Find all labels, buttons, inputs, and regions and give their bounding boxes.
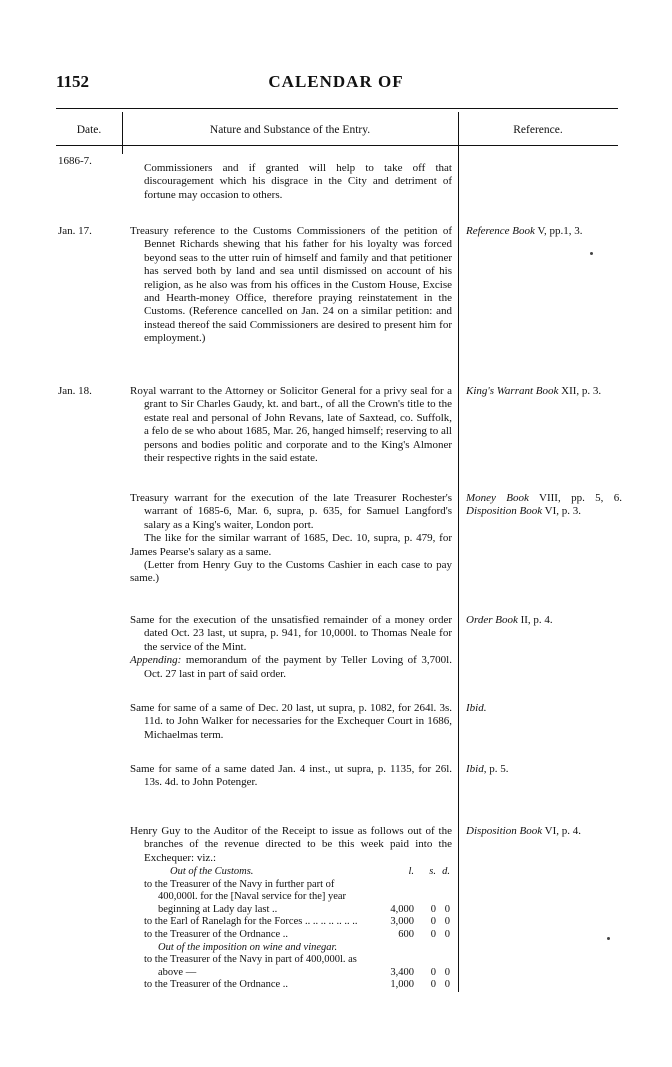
entry-reference: Reference Book V, pp.1, 3. — [466, 225, 583, 237]
entry-text: Same for same of a same of Dec. 20 last, ut supra, p. 1082, for 264l. 3s. 11d. to John Walker for necessaries for the Exchequer Court in 1686, Michaelmas term. — [130, 702, 452, 741]
stray-mark — [590, 252, 593, 255]
pounds-heading: l. — [408, 866, 414, 877]
reference-column-heading: Reference. — [513, 124, 563, 136]
entry-text: Same for same of a same dated Jan. 4 inst., ut supra, p. 1135, for 26l. 13s. 4d. to John Potenger. — [130, 763, 452, 789]
entry-text: Royal warrant to the Attorney or Solicitor General for a privy seal for a grant to Sir Charles Gaudy, kt. and bart., of all the Crown's title to the estate real and personal of John Revans, late of Saxtead, co. Suffolk, a felo de se who about 1685, Mar. 26, hanged himself; reserving to all persons and bodies politic and corporate and to the King's Almoner their respective rights in the said estate. — [130, 385, 452, 465]
top-rule — [56, 108, 618, 109]
entry-date: Jan. 17. — [58, 225, 92, 237]
entry-text: Treasury warrant for the execution of the late Treasurer Rochester's warrant of 1685-6, Mar. 6, supra, p. 635, for Samuel Langford's salary as a King's waiter, London port. The like for the similar warrant of 1685, Dec. 10, supra, p. 479, for James Pearse's salary as a same. (Letter from Henry Guy to the Customs Cashier in each case to pay same.) — [130, 492, 452, 585]
year-label: 1686-7. — [58, 155, 92, 167]
shillings-heading: s. — [429, 866, 436, 877]
entry-date: Jan. 18. — [58, 385, 92, 397]
ledger-row: to the Treasurer of the Ordnance .. 1,000 0 0 — [144, 979, 450, 991]
entry-text: Henry Guy to the Auditor of the Receipt to issue as follows out of the branches of the revenue directed to be this week paid into the Exchequer: viz.: — [130, 825, 452, 864]
date-column-heading: Date. — [76, 124, 102, 136]
entry-text: Same for the execution of the unsatisfied remainder of a money order dated Oct. 23 last, ut supra, p. 941, for 10,000l. to Thomas Neale for the service of the Mint. Appending: memorandum of the payment by Teller Loving of 3,700l. Oct. 27 last in part of said order. — [130, 614, 452, 680]
entry-text: Commissioners and if granted will help to take off that discouragement which his disgrace in the City and detriment of fortune may occasion to others. — [144, 162, 452, 201]
column-divider-right — [458, 112, 459, 992]
ledger-row: to the Treasurer of the Navy in further part of 400,000l. for the [Naval service for the] year beginning at Lady day last .. 4,000 0 0 — [144, 878, 450, 915]
ledger-heading-row — [130, 866, 452, 879]
pence-heading: d. — [442, 866, 450, 877]
ledger-section-title: Out of the Customs. — [170, 866, 254, 877]
entry-reference: Order Book II, p. 4. — [466, 614, 553, 626]
issues-ledger — [130, 866, 452, 992]
header-rule — [56, 145, 618, 146]
entry-reference: Disposition Book VI, p. 4. — [466, 825, 582, 837]
entry-column-heading: Nature and Substance of the Entry. — [209, 124, 371, 136]
entry-reference: Money Book VIII, pp. 5, 6. Disposition Book VI, p. 3. — [466, 492, 623, 518]
ledger-section-title: Out of the imposition on wine and vinegar. — [158, 941, 338, 953]
page-number: 1152 — [56, 72, 90, 91]
ledger-row: to the Treasurer of the Ordnance .. 600 0 0 — [144, 928, 450, 940]
entry-reference: Ibid, p. 5. — [466, 763, 509, 775]
ledger-row: to the Treasurer of the Navy in part of 400,000l. as above — 3,400 0 0 — [144, 954, 450, 978]
ledger-row: to the Earl of Ranelagh for the Forces .. .. .. .. .. .. .. 3,000 0 0 — [144, 916, 450, 928]
entry-reference: Ibid. — [466, 702, 487, 714]
running-head: CALENDAR OF — [268, 72, 404, 91]
entry-text: Treasury reference to the Customs Commissioners of the petition of Bennet Richards shewing that his father for his loyalty was forced beyond seas to the utter ruin of himself and family and that petitioner has served both by land and sea until dismissed on account of his religion, as he also was from his offices in the Custom House, Excise and Hearth-money Office, therefore praying reinstatement in the Customs. (Reference cancelled on Jan. 24 on a similar petition: and instead thereof the said Commissioners are desired to present him for employment.) — [130, 225, 452, 345]
entry-reference: King's Warrant Book XII, p. 3. — [466, 385, 602, 397]
stray-mark — [607, 937, 610, 940]
